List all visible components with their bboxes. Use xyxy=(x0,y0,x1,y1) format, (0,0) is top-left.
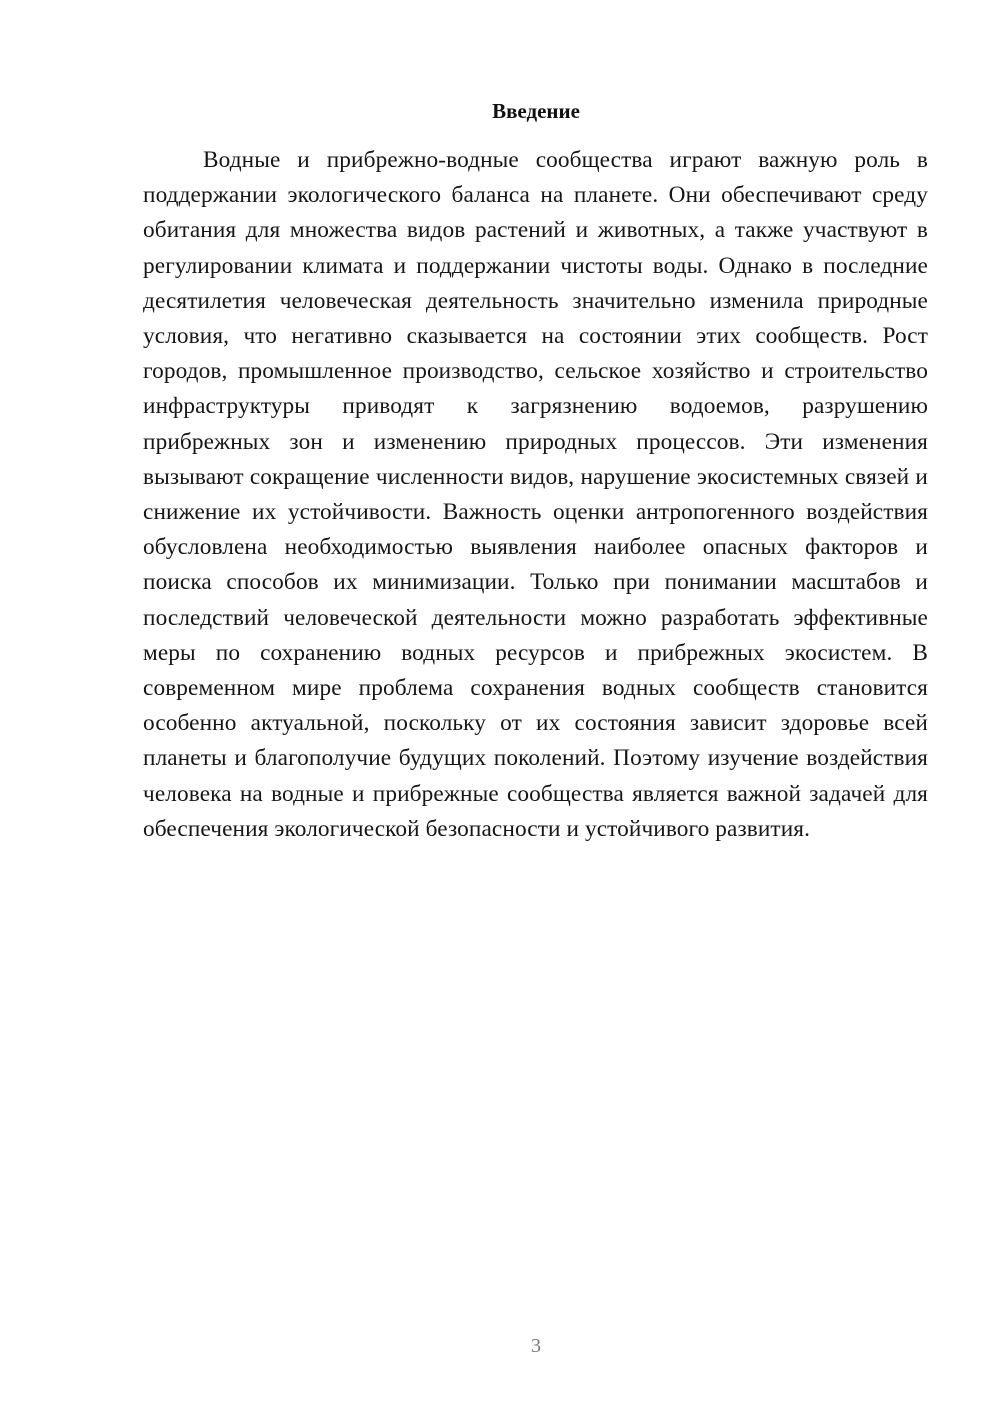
page-number: 3 xyxy=(531,1335,541,1357)
body-paragraph: Водные и прибрежно-водные сообщества играют важную роль в поддержании экологического баланса на планете. Они обеспечивают среду обитания для множества видов растений и животных, а также участвуют в регулировании климата и поддержании чистоты воды. Однако в последние десятилетия человеческая деятельность значительно изменила природные условия, что негативно сказывается на состоянии этих сообществ. Рост городов, промышленное производство, сельское хозяйство и строительство инфраструктуры приводят к загрязнению водоемов, разрушению прибрежных зон и изменению природных процессов. Эти изменения вызывают сокращение численности видов, нарушение экосистемных связей и снижение их устойчивости. Важность оценки антропогенного воздействия обусловлена необходимостью выявления наиболее опасных факторов и поиска способов их минимизации. Только при понимании масштабов и последствий человеческой деятельности можно разработать эффективные меры по сохранению водных ресурсов и прибрежных экосистем. В современном мире проблема сохранения водных сообществ становится особенно актуальной, поскольку от их состояния зависит здоровье всей планеты и благополучие будущих поколений. Поэтому изучение воздействия человека на водные и прибрежные сообщества является важной задачей для обеспечения экологической безопасности и устойчивого развития. xyxy=(143,147,928,842)
section-heading: Введение xyxy=(492,99,580,123)
